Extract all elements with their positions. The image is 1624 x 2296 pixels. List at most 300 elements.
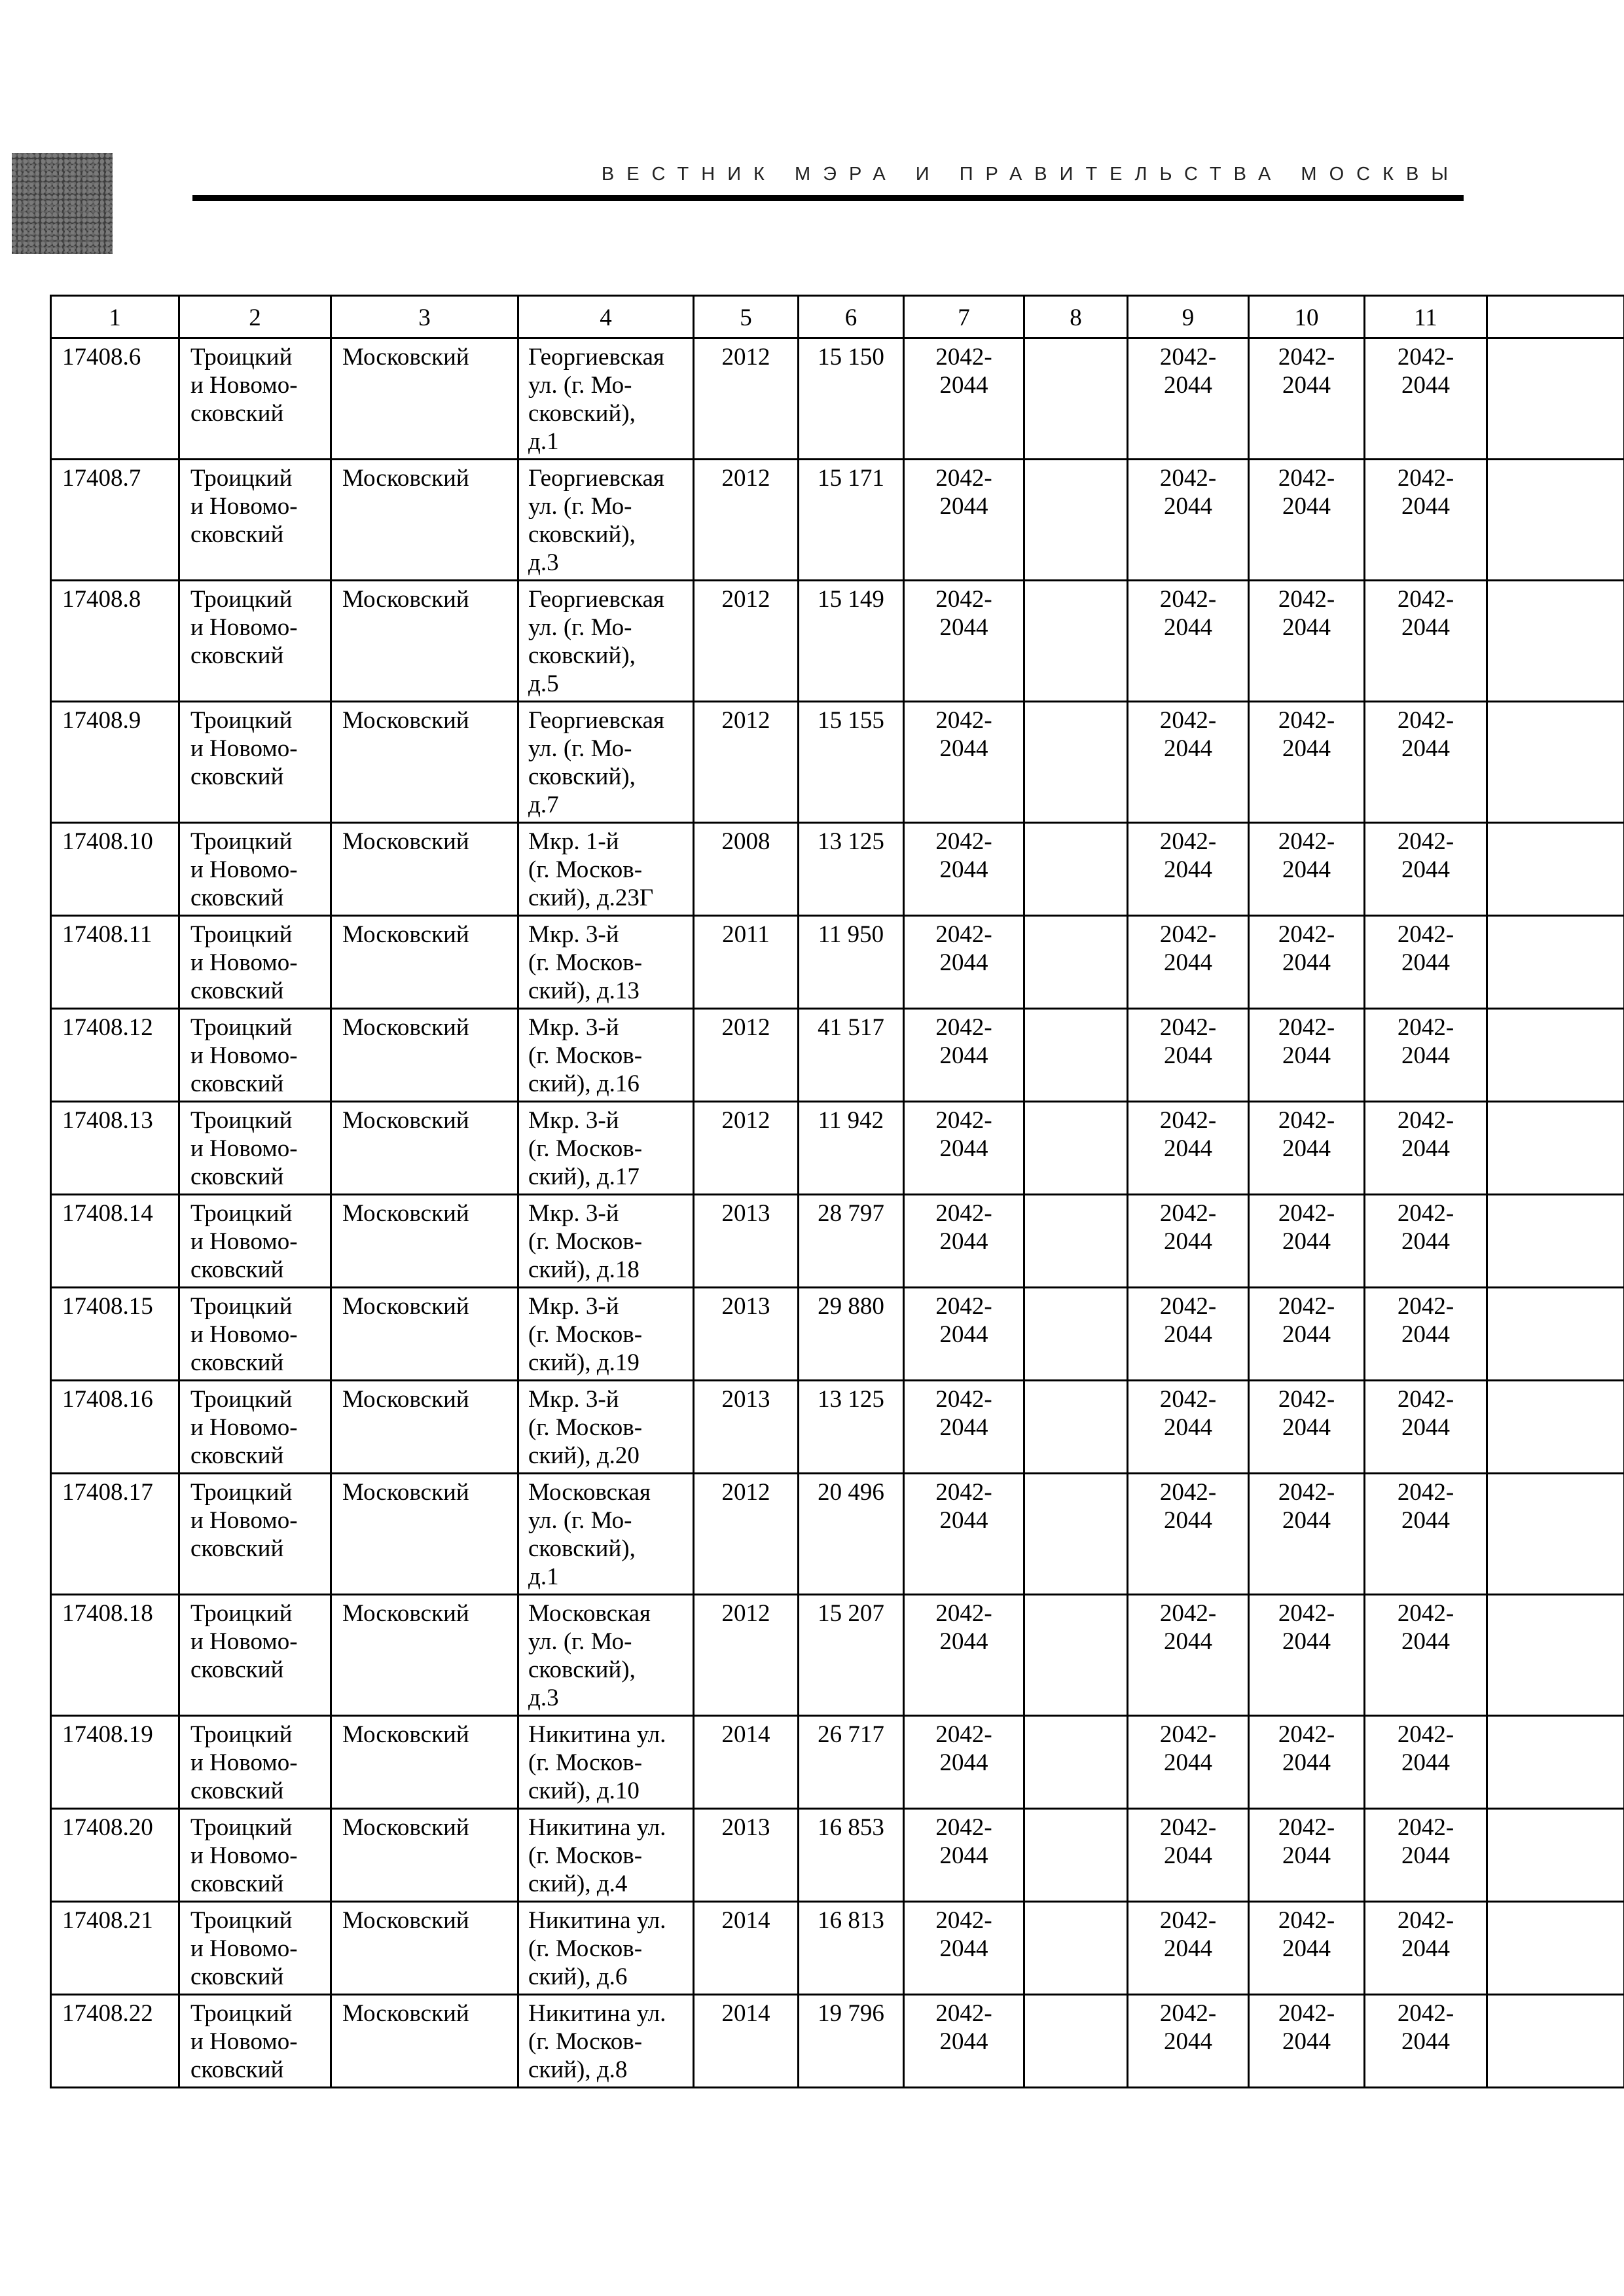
period-cell bbox=[1249, 581, 1365, 702]
address-cell bbox=[518, 1995, 694, 2088]
okrug-cell bbox=[179, 1102, 331, 1195]
okrug-cell bbox=[179, 1009, 331, 1102]
okrug-cell bbox=[179, 1716, 331, 1809]
okrug-cell bbox=[179, 1288, 331, 1381]
district-cell bbox=[331, 1102, 518, 1195]
cell-text: 17408.10 bbox=[62, 828, 153, 855]
empty-cell bbox=[1024, 1009, 1128, 1102]
district-cell bbox=[331, 1009, 518, 1102]
cell-text: Московский bbox=[342, 1107, 469, 1134]
cell-text: 2042- bbox=[935, 921, 992, 948]
cell-text: 2012 bbox=[721, 586, 770, 613]
period-cell bbox=[1128, 823, 1249, 916]
area-cell bbox=[799, 916, 904, 1009]
cell-text: Московский bbox=[342, 2000, 469, 2027]
cell-text: 2044 bbox=[1401, 949, 1450, 976]
cell-text: 2044 bbox=[1401, 614, 1450, 641]
cell-text: Троицкий bbox=[190, 344, 293, 371]
cell-text: Троицкий bbox=[190, 1014, 293, 1041]
year-cell bbox=[694, 1902, 799, 1995]
cell-text: 2044 bbox=[939, 493, 988, 520]
area-cell bbox=[799, 1902, 904, 1995]
area-cell bbox=[799, 702, 904, 823]
cell-text: 2044 bbox=[1401, 735, 1450, 762]
cell-text: 2012 bbox=[721, 1479, 770, 1506]
period-cell bbox=[1128, 1716, 1249, 1809]
cell-text: 2044 bbox=[1164, 2028, 1212, 2055]
cell-text: и Новомо- bbox=[190, 1749, 298, 1776]
cell-text: сковский), bbox=[528, 521, 636, 548]
cell-text: 2044 bbox=[1401, 1042, 1450, 1069]
year-cell bbox=[694, 823, 799, 916]
period-cell bbox=[1249, 1995, 1365, 2088]
cell-text: (г. Москов- bbox=[528, 1135, 643, 1162]
period-cell bbox=[904, 581, 1024, 702]
cell-text: 2042- bbox=[1278, 1200, 1335, 1227]
cell-text: 11 950 bbox=[818, 921, 884, 948]
cell-text: Московский bbox=[342, 1200, 469, 1227]
cell-text: и Новомо- bbox=[190, 1042, 298, 1069]
cell-text: 2044 bbox=[1282, 856, 1331, 883]
cell-text: ул. (г. Мо- bbox=[528, 493, 632, 520]
table-row bbox=[51, 702, 1624, 823]
cell-text: 2012 bbox=[721, 707, 770, 734]
cell-text: 2042- bbox=[1278, 1107, 1335, 1134]
cell-text: 2042- bbox=[1159, 921, 1217, 948]
page-number-stamp bbox=[12, 153, 113, 254]
table-row bbox=[51, 823, 1624, 916]
cell-text: 2042- bbox=[935, 828, 992, 855]
period-cell bbox=[1249, 916, 1365, 1009]
period-cell bbox=[904, 460, 1024, 581]
cell-text: ский), д.17 bbox=[528, 1163, 640, 1190]
cell-text: Московский bbox=[342, 1721, 469, 1748]
cell-text: и Новомо- bbox=[190, 1842, 298, 1869]
period-cell bbox=[904, 1195, 1024, 1288]
period-cell bbox=[1128, 1009, 1249, 1102]
period-cell bbox=[1249, 1716, 1365, 1809]
cell-text: Мкр. 3-й bbox=[528, 1293, 619, 1320]
period-cell bbox=[1128, 702, 1249, 823]
cell-text: Георгиевская bbox=[528, 344, 664, 371]
cell-text: Троицкий bbox=[190, 1907, 293, 1934]
period-cell bbox=[904, 1809, 1024, 1902]
cell-text: 2044 bbox=[1401, 856, 1450, 883]
cell-text: 2042- bbox=[1397, 1814, 1454, 1841]
period-cell bbox=[904, 338, 1024, 460]
row-number-cell bbox=[51, 1595, 179, 1716]
cell-text: 17408.7 bbox=[62, 465, 141, 492]
empty-cell bbox=[1024, 702, 1128, 823]
empty-cell bbox=[1487, 823, 1624, 916]
cell-text: 2042- bbox=[1397, 1200, 1454, 1227]
cell-text: д.1 bbox=[528, 428, 559, 455]
cell-text: Московский bbox=[342, 1600, 469, 1627]
period-cell bbox=[1249, 1009, 1365, 1102]
column-header bbox=[1487, 296, 1624, 338]
empty-cell bbox=[1487, 1288, 1624, 1381]
cell-text: ул. (г. Мо- bbox=[528, 372, 632, 399]
cell-text: 2042- bbox=[1397, 1721, 1454, 1748]
empty-cell bbox=[1487, 1102, 1624, 1195]
cell-text: д.3 bbox=[528, 549, 559, 576]
address-cell bbox=[518, 1902, 694, 1995]
cell-text: 2042- bbox=[1159, 707, 1217, 734]
address-cell bbox=[518, 1102, 694, 1195]
empty-cell bbox=[1487, 1716, 1624, 1809]
empty-cell bbox=[1487, 1381, 1624, 1474]
cell-text: 2042- bbox=[1278, 465, 1335, 492]
cell-text: сковский), bbox=[528, 400, 636, 427]
cell-text: и Новомо- bbox=[190, 856, 298, 883]
cell-text: 2042- bbox=[935, 2000, 992, 2027]
journal-title: ВЕСТНИК МЭРА И ПРАВИТЕЛЬСТВА МОСКВЫ bbox=[601, 164, 1460, 185]
period-cell bbox=[1128, 1995, 1249, 2088]
cell-text: 17408.21 bbox=[62, 1907, 153, 1934]
column-header: 8 bbox=[1024, 296, 1128, 338]
cell-text: Московская bbox=[528, 1479, 651, 1506]
cell-text: и Новомо- bbox=[190, 1135, 298, 1162]
table-row bbox=[51, 1902, 1624, 1995]
period-cell bbox=[904, 1474, 1024, 1595]
period-cell bbox=[1365, 1102, 1487, 1195]
cell-text: 2008 bbox=[721, 828, 770, 855]
row-number-cell bbox=[51, 1474, 179, 1595]
cell-text: сковский bbox=[190, 521, 284, 548]
year-cell bbox=[694, 1381, 799, 1474]
header-rule bbox=[192, 195, 1464, 201]
cell-text: 2042- bbox=[1278, 2000, 1335, 2027]
row-number-cell bbox=[51, 702, 179, 823]
cell-text: 2044 bbox=[1164, 493, 1212, 520]
address-cell bbox=[518, 460, 694, 581]
row-number-cell bbox=[51, 1195, 179, 1288]
cell-text: Никитина ул. bbox=[528, 1814, 666, 1841]
cell-text: 2042- bbox=[1397, 1600, 1454, 1627]
cell-text: 2042- bbox=[1278, 1721, 1335, 1748]
year-cell bbox=[694, 1009, 799, 1102]
cell-text: ский), д.6 bbox=[528, 1963, 628, 1990]
cell-text: Московский bbox=[342, 828, 469, 855]
district-cell bbox=[331, 823, 518, 916]
cell-text: д.3 bbox=[528, 1685, 559, 1711]
cell-text: Московский bbox=[342, 921, 469, 948]
district-cell bbox=[331, 460, 518, 581]
cell-text: сковский bbox=[190, 763, 284, 790]
cell-text: 2044 bbox=[1164, 1749, 1212, 1776]
cell-text: и Новомо- bbox=[190, 735, 298, 762]
cell-text: 2044 bbox=[1282, 1321, 1331, 1348]
empty-cell bbox=[1024, 1288, 1128, 1381]
cell-text: Троицкий bbox=[190, 1600, 293, 1627]
cell-text: 17408.11 bbox=[62, 921, 153, 948]
period-cell bbox=[1365, 916, 1487, 1009]
cell-text: и Новомо- bbox=[190, 493, 298, 520]
cell-text: Московский bbox=[342, 1907, 469, 1934]
cell-text: 2044 bbox=[939, 1042, 988, 1069]
cell-text: 2042- bbox=[935, 1721, 992, 1748]
row-number-cell bbox=[51, 581, 179, 702]
cell-text: 2042- bbox=[1159, 586, 1217, 613]
empty-cell bbox=[1487, 581, 1624, 702]
period-cell bbox=[1365, 460, 1487, 581]
district-cell bbox=[331, 1474, 518, 1595]
cell-text: 2044 bbox=[1282, 1042, 1331, 1069]
cell-text: Троицкий bbox=[190, 1200, 293, 1227]
row-number-cell bbox=[51, 1995, 179, 2088]
empty-cell bbox=[1487, 702, 1624, 823]
year-cell bbox=[694, 460, 799, 581]
row-number-cell bbox=[51, 338, 179, 460]
cell-text: 2044 bbox=[939, 372, 988, 399]
empty-cell bbox=[1024, 1474, 1128, 1595]
cell-text: 2044 bbox=[1401, 1935, 1450, 1962]
district-cell bbox=[331, 702, 518, 823]
cell-text: 2044 bbox=[1401, 2028, 1450, 2055]
cell-text: сковский bbox=[190, 2056, 284, 2083]
address-cell bbox=[518, 1195, 694, 1288]
district-cell bbox=[331, 1716, 518, 1809]
cell-text: 2013 bbox=[721, 1293, 770, 1320]
cell-text: 2044 bbox=[1282, 735, 1331, 762]
cell-text: сковский bbox=[190, 1070, 284, 1097]
cell-text: 2044 bbox=[1164, 949, 1212, 976]
cell-text: и Новомо- bbox=[190, 1414, 298, 1441]
cell-text: 2044 bbox=[939, 1507, 988, 1534]
cell-text: 2042- bbox=[935, 1014, 992, 1041]
cell-text: сковский bbox=[190, 1256, 284, 1283]
cell-text: (г. Москов- bbox=[528, 949, 643, 976]
cell-text: 17408.18 bbox=[62, 1600, 153, 1627]
cell-text: 2042- bbox=[935, 1386, 992, 1413]
period-cell bbox=[1128, 1809, 1249, 1902]
area-cell bbox=[799, 581, 904, 702]
area-cell bbox=[799, 1995, 904, 2088]
cell-text: 17408.15 bbox=[62, 1293, 153, 1320]
cell-text: 2012 bbox=[721, 1014, 770, 1041]
period-cell bbox=[1128, 1195, 1249, 1288]
district-cell bbox=[331, 916, 518, 1009]
cell-text: 2014 bbox=[721, 1907, 770, 1934]
period-cell bbox=[1365, 1474, 1487, 1595]
column-header: 3 bbox=[331, 296, 518, 338]
cell-text: 2042- bbox=[935, 1479, 992, 1506]
address-cell bbox=[518, 1009, 694, 1102]
cell-text: 15 150 bbox=[818, 344, 884, 371]
cell-text: Троицкий bbox=[190, 586, 293, 613]
period-cell bbox=[1365, 702, 1487, 823]
cell-text: 2042- bbox=[935, 1200, 992, 1227]
cell-text: 2012 bbox=[721, 1600, 770, 1627]
row-number-cell bbox=[51, 823, 179, 916]
cell-text: 2044 bbox=[1282, 1628, 1331, 1655]
period-cell bbox=[904, 1288, 1024, 1381]
cell-text: 11 942 bbox=[818, 1107, 884, 1134]
column-header: 9 bbox=[1128, 296, 1249, 338]
cell-text: ул. (г. Мо- bbox=[528, 614, 632, 641]
period-cell bbox=[1365, 1288, 1487, 1381]
cell-text: 2042- bbox=[1159, 344, 1217, 371]
cell-text: 17408.14 bbox=[62, 1200, 153, 1227]
cell-text: 16 813 bbox=[818, 1907, 884, 1934]
cell-text: 2044 bbox=[1401, 1135, 1450, 1162]
area-cell bbox=[799, 1474, 904, 1595]
year-cell bbox=[694, 1474, 799, 1595]
address-cell bbox=[518, 581, 694, 702]
period-cell bbox=[1365, 1995, 1487, 2088]
period-cell bbox=[1249, 823, 1365, 916]
cell-text: Мкр. 3-й bbox=[528, 1014, 619, 1041]
cell-text: д.5 bbox=[528, 670, 559, 697]
district-cell bbox=[331, 1595, 518, 1716]
cell-text: 2044 bbox=[1282, 493, 1331, 520]
period-cell bbox=[1249, 1102, 1365, 1195]
period-cell bbox=[904, 1102, 1024, 1195]
cell-text: 2042- bbox=[1159, 1600, 1217, 1627]
period-cell bbox=[1249, 1381, 1365, 1474]
period-cell bbox=[1249, 1902, 1365, 1995]
cell-text: 2044 bbox=[939, 1749, 988, 1776]
cell-text: 2044 bbox=[1164, 1414, 1212, 1441]
cell-text: 2044 bbox=[939, 1228, 988, 1255]
period-cell bbox=[1365, 581, 1487, 702]
cell-text: Троицкий bbox=[190, 707, 293, 734]
cell-text: сковский bbox=[190, 1870, 284, 1897]
row-number-cell bbox=[51, 1102, 179, 1195]
cell-text: Мкр. 3-й bbox=[528, 1386, 619, 1413]
cell-text: 2044 bbox=[1401, 1628, 1450, 1655]
cell-text: сковский bbox=[190, 1777, 284, 1804]
cell-text: Мкр. 1-й bbox=[528, 828, 619, 855]
cell-text: 2044 bbox=[1401, 493, 1450, 520]
address-cell bbox=[518, 1288, 694, 1381]
okrug-cell bbox=[179, 1195, 331, 1288]
period-cell bbox=[1249, 1809, 1365, 1902]
cell-text: сковский bbox=[190, 642, 284, 669]
cell-text: 2042- bbox=[1159, 465, 1217, 492]
area-cell bbox=[799, 1288, 904, 1381]
cell-text: Георгиевская bbox=[528, 707, 664, 734]
cell-text: ский), д.8 bbox=[528, 2056, 628, 2083]
address-cell bbox=[518, 916, 694, 1009]
cell-text: 15 207 bbox=[818, 1600, 884, 1627]
column-header: 2 bbox=[179, 296, 331, 338]
cell-text: сковский bbox=[190, 1656, 284, 1683]
row-number-cell bbox=[51, 1902, 179, 1995]
row-number-cell bbox=[51, 1009, 179, 1102]
cell-text: 2042- bbox=[935, 707, 992, 734]
cell-text: 2044 bbox=[939, 1135, 988, 1162]
cell-text: 2042- bbox=[1397, 344, 1454, 371]
empty-cell bbox=[1024, 1716, 1128, 1809]
area-cell bbox=[799, 338, 904, 460]
cell-text: 15 155 bbox=[818, 707, 884, 734]
okrug-cell bbox=[179, 702, 331, 823]
cell-text: Никитина ул. bbox=[528, 2000, 666, 2027]
cell-text: 2014 bbox=[721, 2000, 770, 2027]
cell-text: 2042- bbox=[935, 586, 992, 613]
okrug-cell bbox=[179, 1902, 331, 1995]
period-cell bbox=[1128, 1474, 1249, 1595]
cell-text: 2042- bbox=[935, 344, 992, 371]
year-cell bbox=[694, 1195, 799, 1288]
area-cell bbox=[799, 460, 904, 581]
cell-text: 2042- bbox=[1278, 1014, 1335, 1041]
cell-text: 2044 bbox=[939, 856, 988, 883]
cell-text: 2042- bbox=[935, 1293, 992, 1320]
address-cell bbox=[518, 702, 694, 823]
empty-cell bbox=[1024, 1195, 1128, 1288]
row-number-cell bbox=[51, 1381, 179, 1474]
cell-text: (г. Москов- bbox=[528, 1228, 643, 1255]
period-cell bbox=[1249, 1595, 1365, 1716]
housing-table bbox=[50, 295, 1624, 2088]
cell-text: 2042- bbox=[1397, 828, 1454, 855]
address-cell bbox=[518, 1716, 694, 1809]
cell-text: Троицкий bbox=[190, 1721, 293, 1748]
cell-text: 2013 bbox=[721, 1814, 770, 1841]
cell-text: 2042- bbox=[935, 1600, 992, 1627]
cell-text: (г. Москов- bbox=[528, 1935, 643, 1962]
cell-text: Никитина ул. bbox=[528, 1907, 666, 1934]
cell-text: 2044 bbox=[1282, 1507, 1331, 1534]
period-cell bbox=[904, 1995, 1024, 2088]
table-row bbox=[51, 1102, 1624, 1195]
cell-text: 2044 bbox=[939, 1628, 988, 1655]
address-cell bbox=[518, 1474, 694, 1595]
cell-text: Московский bbox=[342, 1014, 469, 1041]
column-header: 1 bbox=[51, 296, 179, 338]
cell-text: 2012 bbox=[721, 1107, 770, 1134]
cell-text: Московский bbox=[342, 707, 469, 734]
empty-cell bbox=[1024, 581, 1128, 702]
cell-text: 2044 bbox=[1282, 1842, 1331, 1869]
period-cell bbox=[1128, 916, 1249, 1009]
cell-text: 2042- bbox=[1397, 1293, 1454, 1320]
period-cell bbox=[904, 1716, 1024, 1809]
cell-text: 17408.16 bbox=[62, 1386, 153, 1413]
cell-text: ский), д.4 bbox=[528, 1870, 628, 1897]
cell-text: 2042- bbox=[1159, 2000, 1217, 2027]
cell-text: и Новомо- bbox=[190, 614, 298, 641]
cell-text: 17408.20 bbox=[62, 1814, 153, 1841]
district-cell bbox=[331, 1995, 518, 2088]
cell-text: 2044 bbox=[1401, 372, 1450, 399]
area-cell bbox=[799, 1102, 904, 1195]
period-cell bbox=[1128, 1381, 1249, 1474]
year-cell bbox=[694, 702, 799, 823]
cell-text: 2044 bbox=[1401, 1228, 1450, 1255]
cell-text: 2042- bbox=[1397, 707, 1454, 734]
cell-text: ский), д.13 bbox=[528, 977, 640, 1004]
cell-text: 2042- bbox=[1397, 465, 1454, 492]
cell-text: 2011 bbox=[722, 921, 770, 948]
period-cell bbox=[1128, 581, 1249, 702]
address-cell bbox=[518, 823, 694, 916]
cell-text: 20 496 bbox=[818, 1479, 884, 1506]
cell-text: 2042- bbox=[1278, 1293, 1335, 1320]
cell-text: 2042- bbox=[1278, 707, 1335, 734]
cell-text: 2042- bbox=[935, 465, 992, 492]
year-cell bbox=[694, 581, 799, 702]
period-cell bbox=[1249, 460, 1365, 581]
cell-text: и Новомо- bbox=[190, 2028, 298, 2055]
okrug-cell bbox=[179, 1381, 331, 1474]
period-cell bbox=[904, 1902, 1024, 1995]
okrug-cell bbox=[179, 1474, 331, 1595]
year-cell bbox=[694, 1995, 799, 2088]
period-cell bbox=[1128, 1102, 1249, 1195]
